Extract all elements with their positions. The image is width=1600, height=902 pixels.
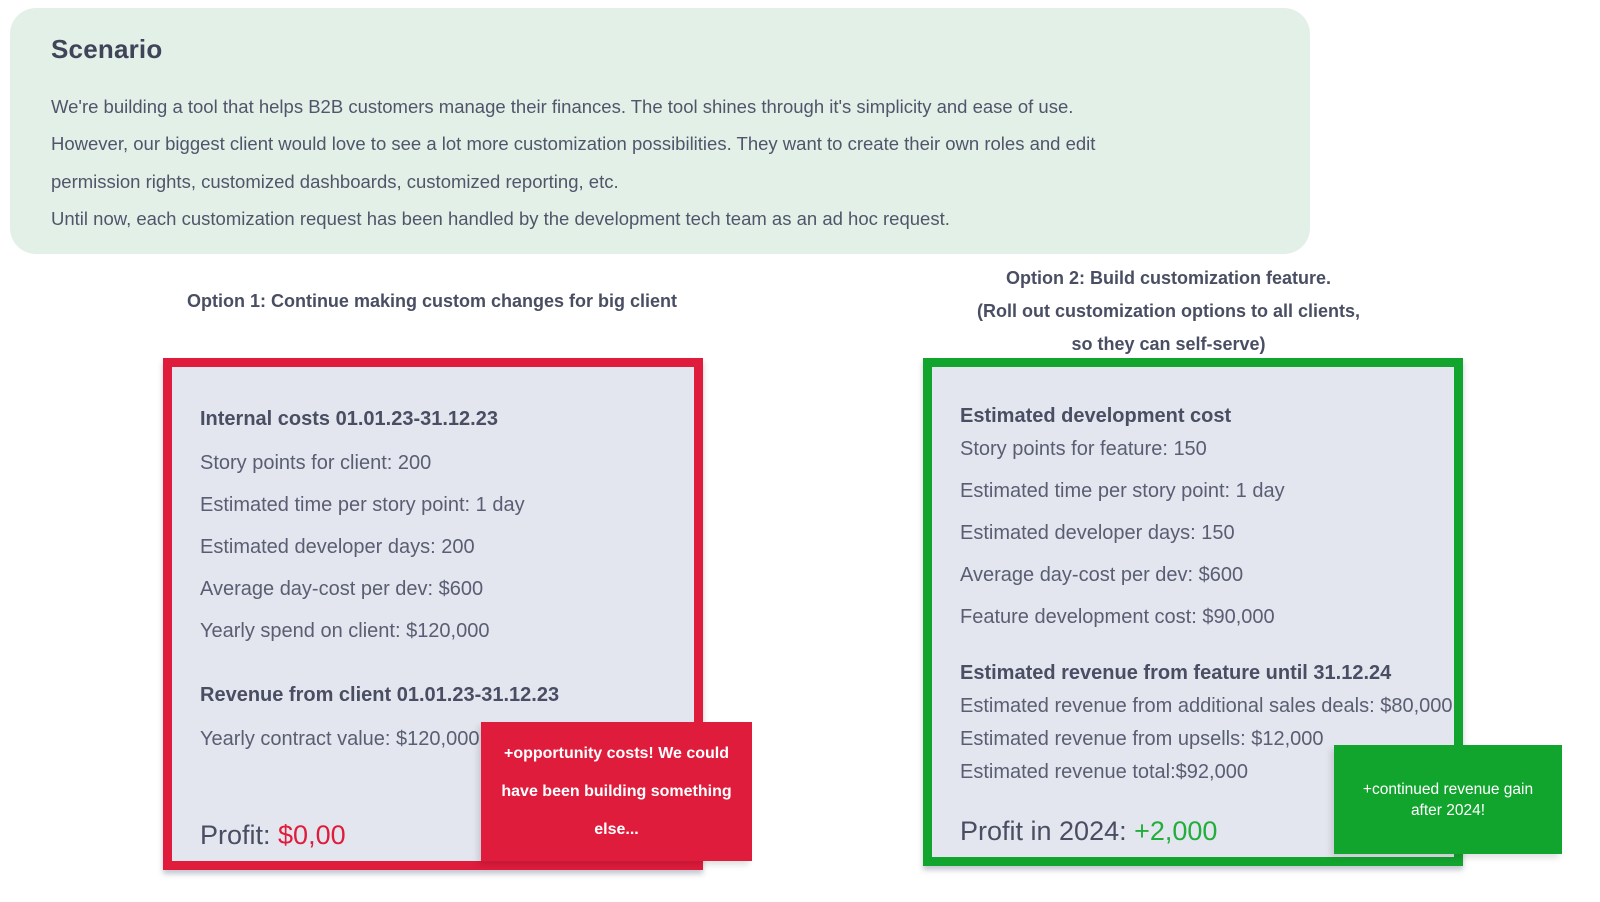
callout-line: have been building something (501, 782, 732, 800)
callout-line: +opportunity costs! We could (503, 744, 730, 762)
option2-revenue-line: Estimated revenue from additional sales deals: $80,000 (960, 695, 1453, 717)
option2-cost-line: Story points for feature: 150 (960, 438, 1207, 460)
scenario-card (10, 8, 1310, 254)
option1-cost-line: Estimated time per story point: 1 day (200, 494, 525, 516)
continued-revenue-callout (1334, 745, 1562, 854)
scenario-text-line: permission rights, customized dashboards, customized reporting, etc. (51, 171, 619, 192)
option1-costs-header: Internal costs 01.01.23-31.12.23 (200, 408, 498, 430)
option2-title-line: Option 2: Build customization feature. (1005, 268, 1331, 288)
option2-cost-line: Estimated time per story point: 1 day (960, 480, 1285, 502)
option2-cost-line: Estimated developer days: 150 (960, 522, 1235, 544)
opportunity-cost-callout (481, 722, 752, 861)
option2-revenue-line: Estimated revenue from upsells: $12,000 (960, 728, 1324, 750)
scenario-text-line: We're building a tool that helps B2B customers manage their finances. The tool shines through it's simplicity and ease of use. (51, 96, 1074, 117)
option2-title-line: so they can self-serve) (1071, 334, 1266, 354)
option2-title-line: (Roll out customization options to all clients, (976, 301, 1360, 321)
profit-value: +2,000 (1134, 816, 1218, 846)
option1-cost-line: Yearly spend on client: $120,000 (200, 620, 490, 642)
scenario-text-line: Until now, each customization request has been handled by the development tech team as an ad hoc request. (51, 208, 950, 229)
callout-line: else... (594, 820, 639, 838)
option2-profit-line (960, 816, 1217, 847)
profit-value: $0,00 (278, 820, 346, 850)
callout-line: after 2024! (1410, 801, 1486, 819)
option2-cost-line: Feature development cost: $90,000 (960, 606, 1275, 628)
option1-revenue-line: Yearly contract value: $120,000 (200, 728, 480, 750)
option1-cost-line: Average day-cost per dev: $600 (200, 578, 484, 600)
option1-profit-line (200, 820, 346, 851)
option2-title (896, 262, 1441, 361)
option2-cost-header: Estimated development cost (960, 405, 1232, 427)
option2-cost-line: Average day-cost per dev: $600 (960, 564, 1244, 586)
profit-label: Profit: (200, 820, 279, 850)
scenario-text-line: However, our biggest client would love to see a lot more customization possibilities. They want to create their own roles and edit (51, 133, 1096, 154)
callout-line: +continued revenue gain (1362, 780, 1534, 798)
option2-revenue-header: Estimated revenue from feature until 31.12.24 (960, 662, 1392, 684)
option1-cost-line: Story points for client: 200 (200, 452, 432, 474)
option2-revenue-line: Estimated revenue total:$92,000 (960, 761, 1248, 783)
option1-revenue-header: Revenue from client 01.01.23-31.12.23 (200, 684, 560, 706)
option1-cost-line: Estimated developer days: 200 (200, 536, 475, 558)
scenario-title: Scenario (51, 34, 163, 64)
profit-label: Profit in 2024: (960, 816, 1135, 846)
option1-title: Option 1: Continue making custom changes for big client (186, 291, 678, 311)
